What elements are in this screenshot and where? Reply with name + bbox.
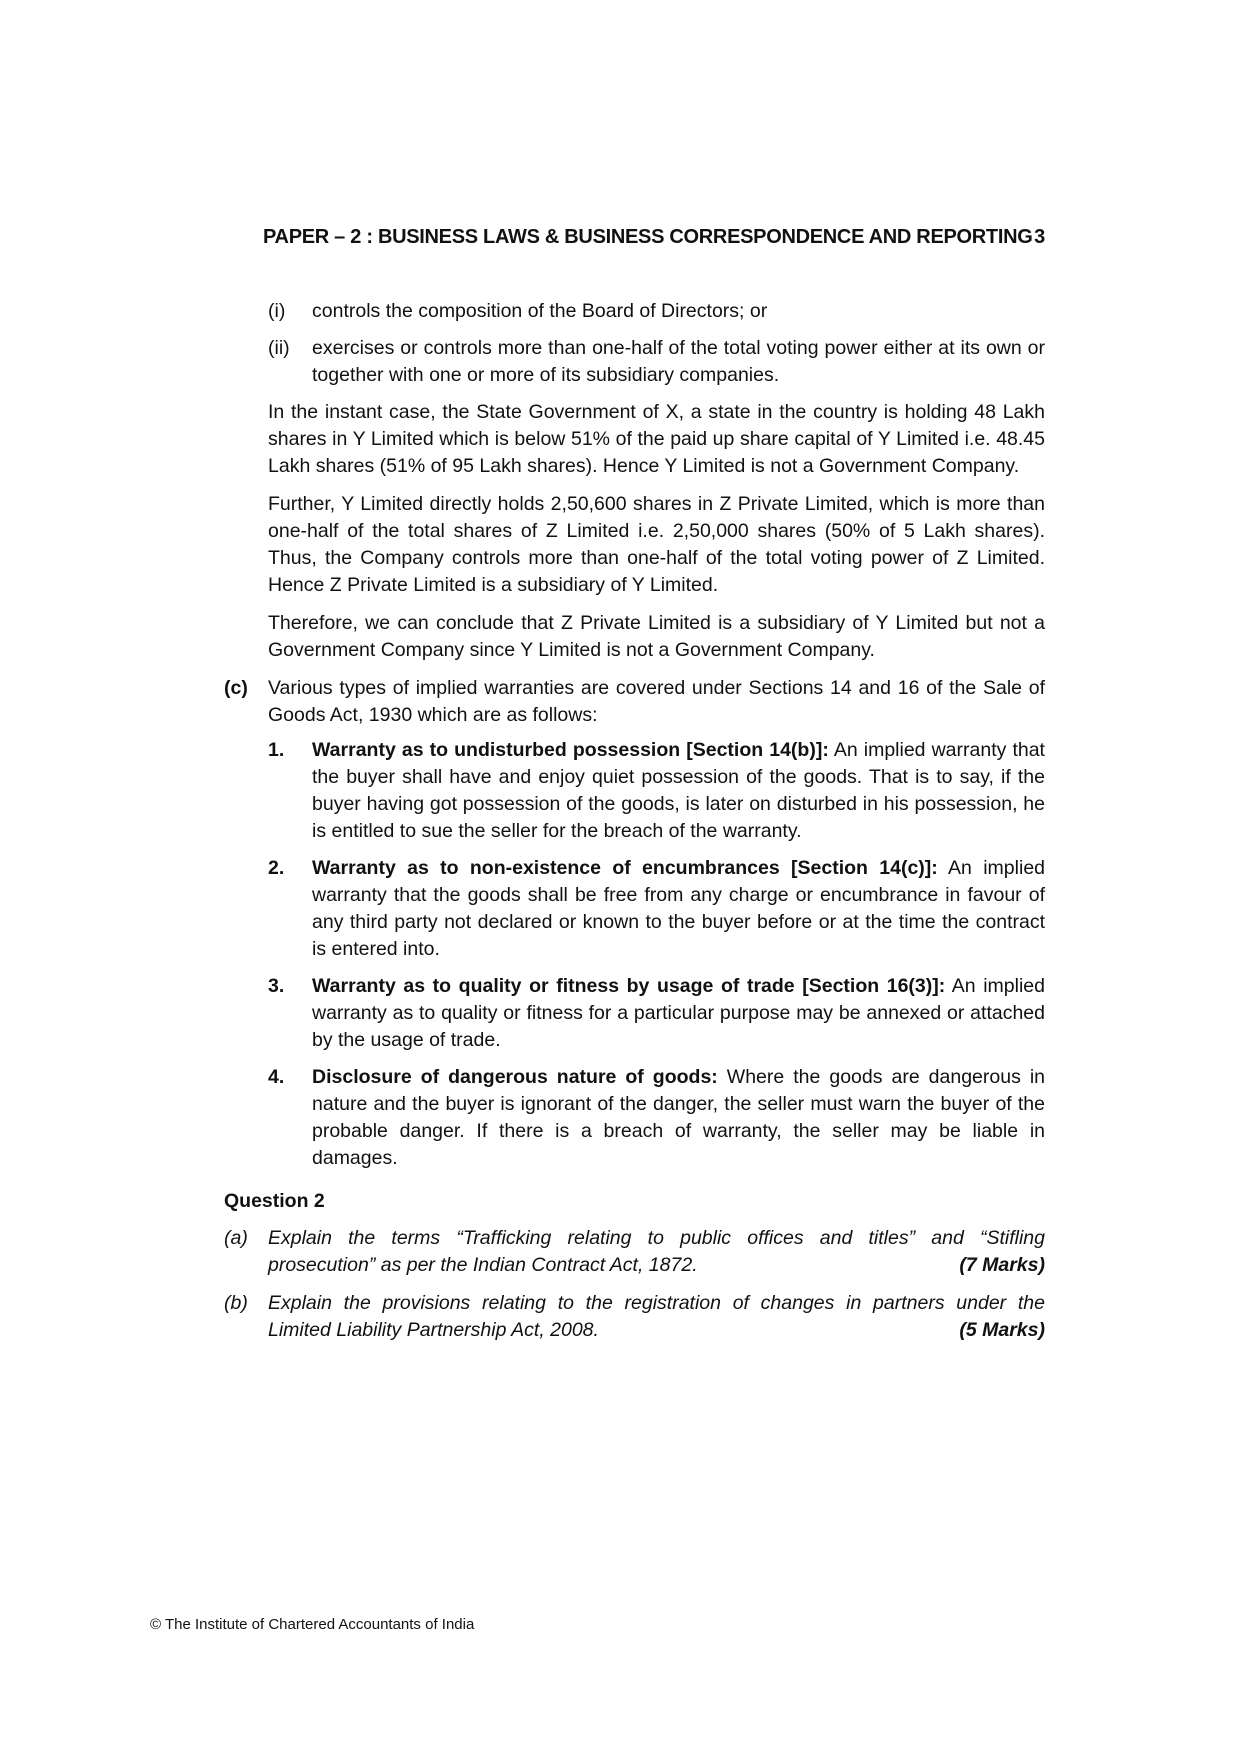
warranty-number: 1. [268,739,285,761]
page-number: 3 [1034,226,1045,248]
header-title: PAPER – 2 : BUSINESS LAWS & BUSINESS CORRESPONDENCE AND REPORTING [263,226,1033,248]
warranty-item [268,973,1045,1054]
roman-list-item [268,335,1045,389]
roman-label: (i) [268,300,286,322]
part-c [224,675,1045,729]
warranty-text: An implied warranty as to quality or fitness for a particular purpose may be annexed or attached by the usage of trade. [312,975,1045,1051]
warranty-heading: Disclosure of dangerous nature of goods: [312,1066,718,1088]
warranty-heading: Warranty as to quality or fitness by usage of trade [Section 16(3)]: [312,975,946,997]
warranty-text: An implied warranty that the buyer shall have and enjoy quiet possession of the goods. That is to say, if the buyer having got possession of the goods, is later on disturbed in his possession, he is entitled to sue the seller for the breach of the warranty. [312,739,1045,842]
question-item [224,1225,1045,1279]
page-footer: © The Institute of Chartered Accountants of India [150,1616,475,1633]
body-paragraph: Therefore, we can conclude that Z Private Limited is a subsidiary of Y Limited but not a Government Company since Y Limited is not a Government Company. [268,612,1045,661]
warranty-heading: Warranty as to undisturbed possession [Section 14(b)]: [312,739,829,761]
roman-label: (ii) [268,337,290,359]
warranty-text: An implied warranty that the goods shall be free from any charge or encumbrance in favour of any third party not declared or known to the buyer before or at the time the contract is entered into. [312,857,1046,960]
question-text-line: Explain the provisions relating to the registration of changes in partners under the [268,1292,1045,1314]
body-paragraph: In the instant case, the State Government of X, a state in the country is holding 48 Lakh shares in Y Limited which is below 51% of the paid up share capital of Y Limited i.e. 48.45 Lakh shares (51% of 95 Lakh shares). Hence Y Limited is not a Government Company. [268,401,1045,477]
question-item [224,1290,1045,1344]
roman-text: controls the composition of the Board of Directors; or [312,300,768,322]
page-content [224,298,1045,1355]
question-heading: Question 2 [224,1190,325,1212]
page-header [263,226,1045,249]
roman-list-item [268,298,1045,325]
warranty-item [268,737,1045,845]
warranty-item [268,855,1045,963]
question-label: (a) [224,1227,248,1249]
question-text-line: prosecution” as per the Indian Contract Act, 1872. [268,1254,698,1276]
warranty-number: 4. [268,1066,285,1088]
roman-text: exercises or controls more than one-half of the total voting power either at its own or together with one or more of its subsidiary companies. [312,337,1045,386]
warranty-number: 3. [268,975,285,997]
warranty-number: 2. [268,857,285,879]
warranty-heading: Warranty as to non-existence of encumbrances [Section 14(c)]: [312,857,938,879]
question-marks: (5 Marks) [959,1319,1045,1341]
question-text-line: Explain the terms “Trafficking relating to public offices and titles” and “Stifling [268,1227,1045,1249]
question-text-line: Limited Liability Partnership Act, 2008. [268,1319,599,1341]
body-paragraph: Further, Y Limited directly holds 2,50,600 shares in Z Private Limited, which is more than one-half of the total shares of Z Limited i.e. 2,50,000 shares (50% of 5 Lakh shares). Thus, the Company controls more than one-half of the total voting power of Z Limited. Hence Z Private Limited is a subsidiary of Y Limited. [268,493,1045,596]
question-marks: (7 Marks) [959,1254,1045,1276]
warranty-text: Where the goods are dangerous in nature and the buyer is ignorant of the danger, the seller must warn the buyer of the probable danger. If there is a breach of warranty, the seller may be liable in damages. [312,1066,1045,1169]
warranty-item [268,1064,1045,1172]
part-c-label: (c) [224,677,248,699]
question-label: (b) [224,1292,248,1314]
part-c-intro: Various types of implied warranties are covered under Sections 14 and 16 of the Sale of Goods Act, 1930 which are as follows: [268,677,1045,726]
